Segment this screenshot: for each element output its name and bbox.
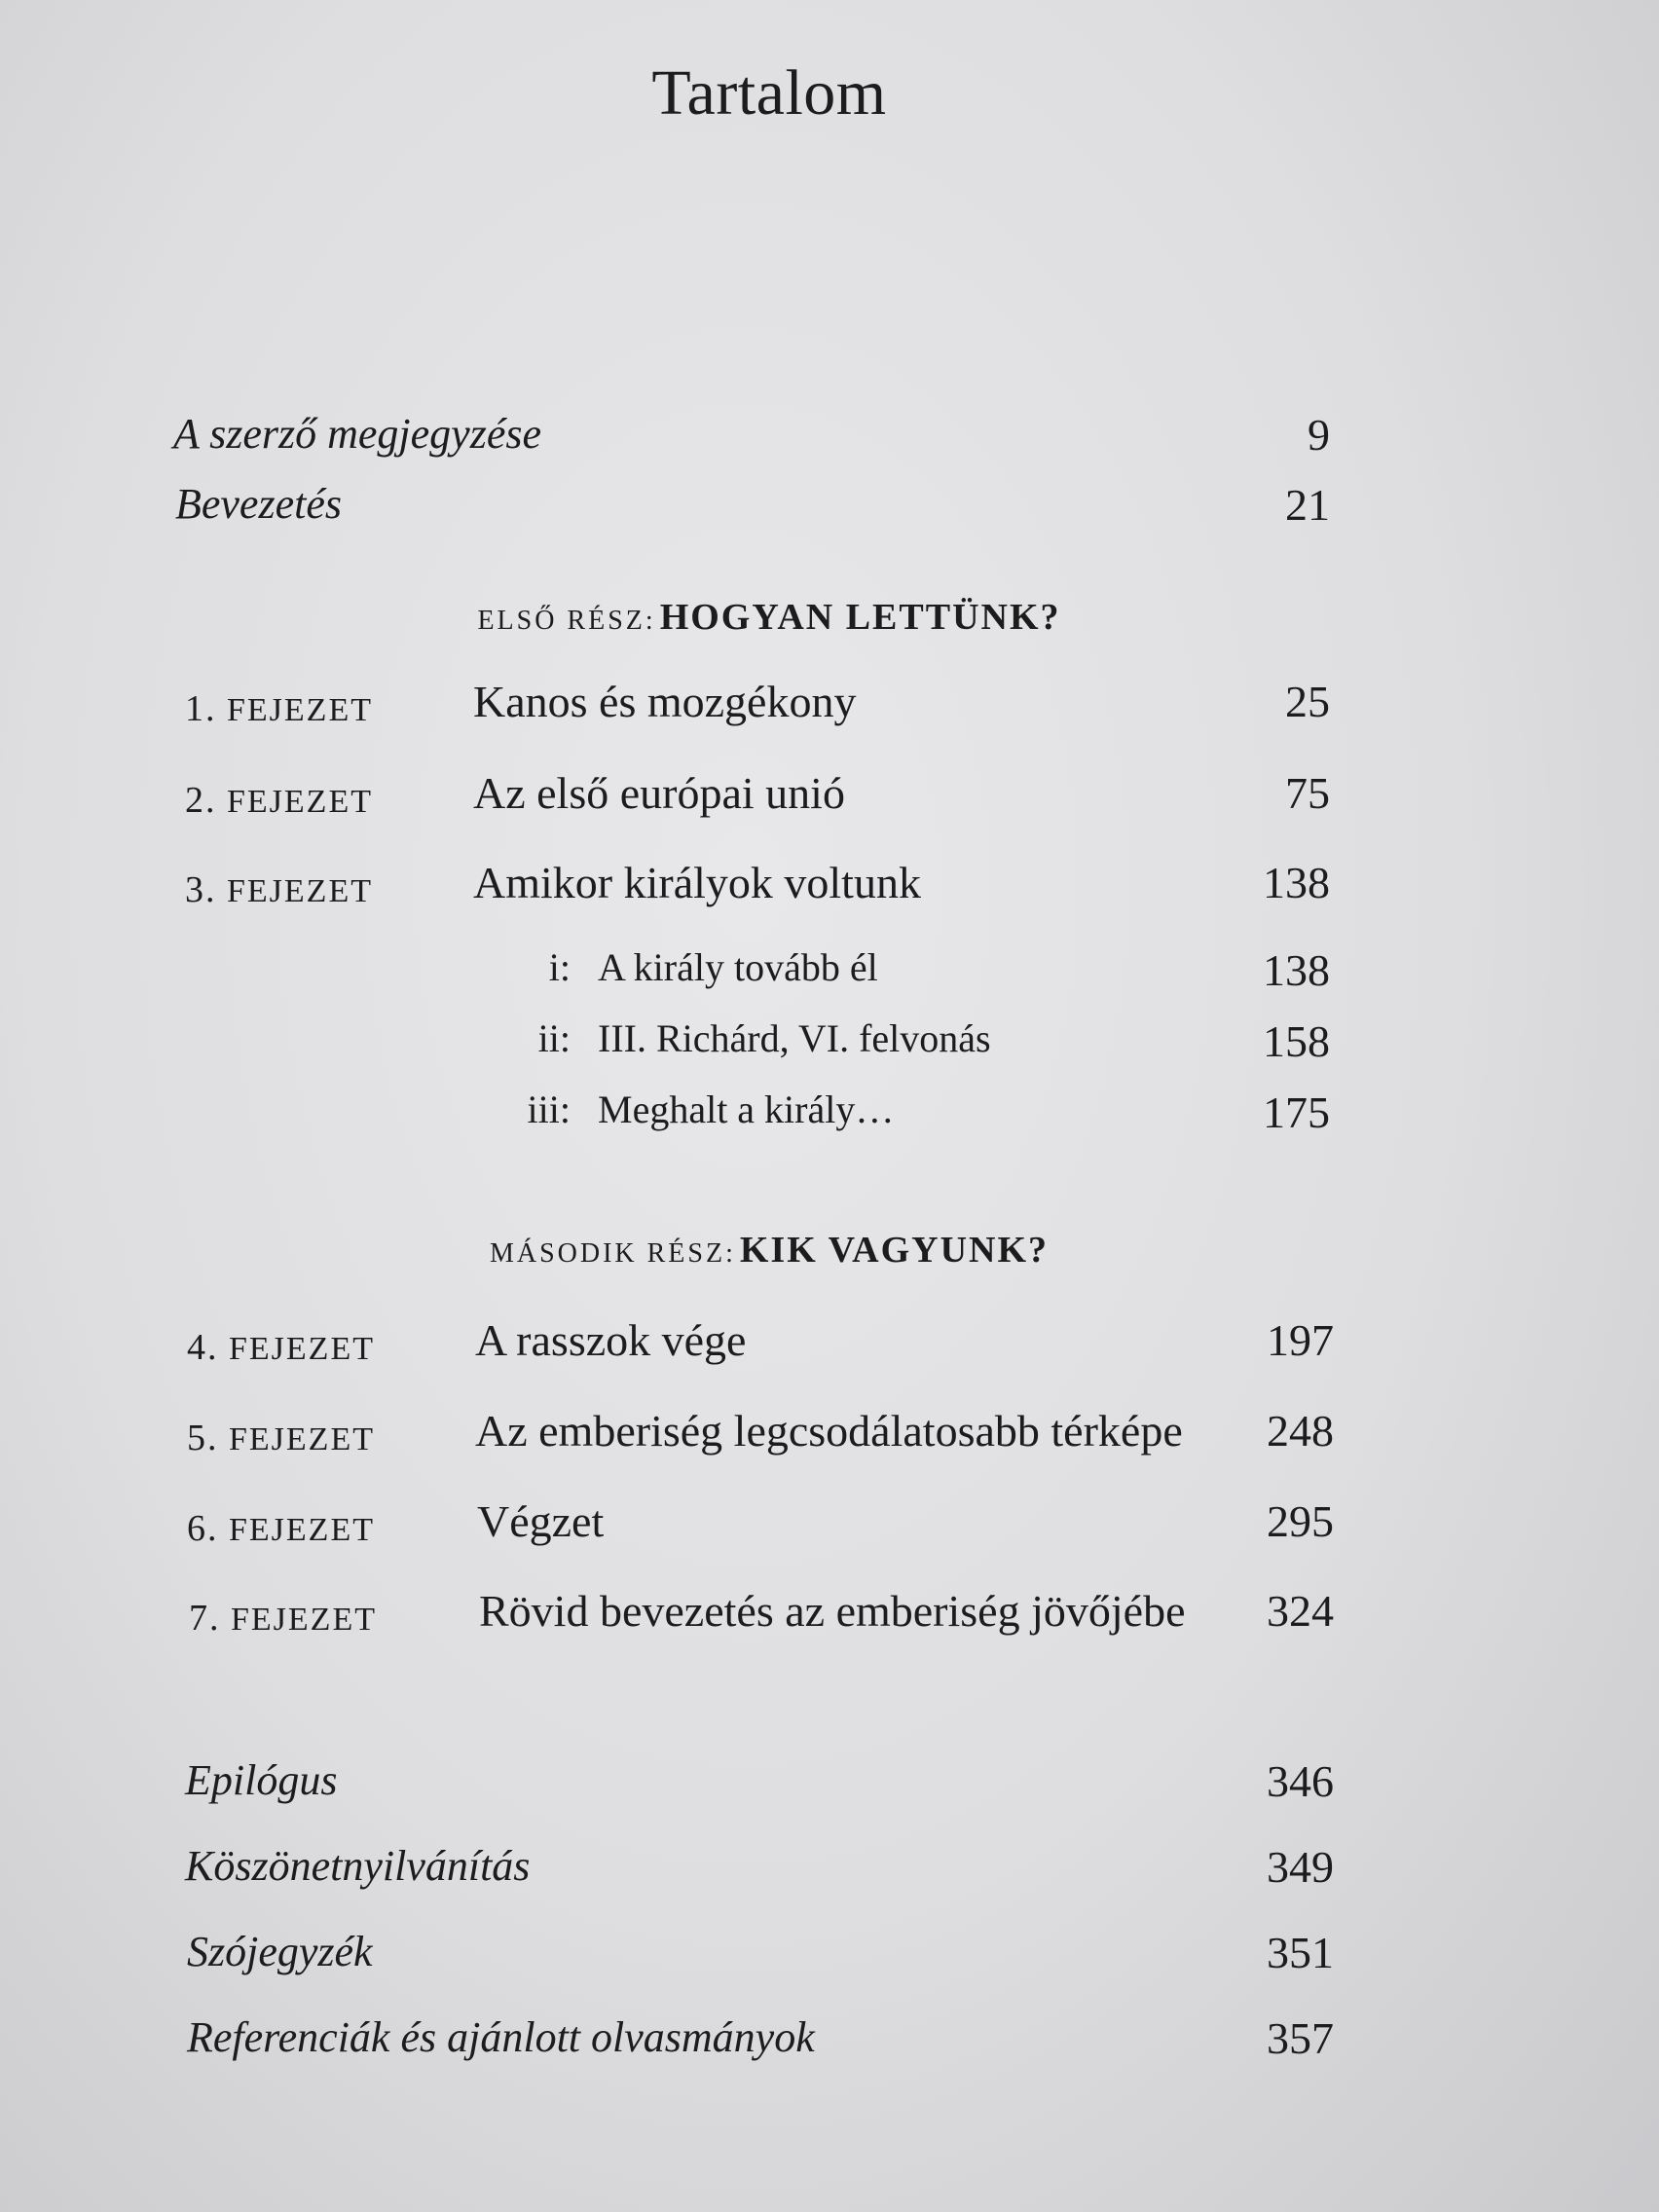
part-label: MÁSODIK RÉSZ: bbox=[489, 1238, 736, 1269]
chapter-title: Amikor királyok voltunk bbox=[473, 858, 921, 907]
chapter-label: 7. FEJEZET bbox=[189, 1598, 377, 1639]
chapter-title: Rövid bevezetés az emberiség jövőjébe bbox=[479, 1586, 1186, 1636]
subsection-entry bbox=[0, 1087, 1659, 1155]
chapter-entry bbox=[0, 676, 1659, 744]
subsection-entry bbox=[0, 944, 1659, 1013]
chapter-entry bbox=[0, 1314, 1659, 1382]
toc-entry bbox=[0, 2012, 1659, 2081]
part-title: HOGYAN LETTÜNK? bbox=[659, 597, 1061, 638]
subsection-title: A király tovább él bbox=[598, 945, 878, 989]
toc-entry bbox=[0, 479, 1659, 547]
subsection-number: i: bbox=[548, 945, 571, 989]
chapter-title: Az emberiség legcsodálatosabb térképe bbox=[475, 1406, 1183, 1456]
page-number: 349 bbox=[1267, 1842, 1334, 1892]
chapter-title: Végzet bbox=[477, 1496, 605, 1546]
toc-entry bbox=[0, 1927, 1659, 1995]
part-label: ELSŐ RÉSZ: bbox=[477, 606, 656, 636]
chapter-title: Kanos és mozgékony bbox=[473, 677, 857, 726]
chapter-label: 2. FEJEZET bbox=[185, 780, 373, 821]
chapter-label: 5. FEJEZET bbox=[187, 1418, 375, 1458]
entry-label: Köszönetnyilvánítás bbox=[185, 1842, 531, 1890]
subsection-title: III. Richárd, VI. felvonás bbox=[598, 1016, 991, 1060]
page-number: 357 bbox=[1267, 2013, 1334, 2063]
chapter-label: 4. FEJEZET bbox=[187, 1327, 375, 1368]
page-number: 21 bbox=[1285, 480, 1330, 530]
entry-label: A szerző megjegyzése bbox=[173, 410, 541, 458]
chapter-entry bbox=[0, 1585, 1659, 1653]
part-title: KIK VAGYUNK? bbox=[739, 1230, 1050, 1271]
page-number: 138 bbox=[1263, 945, 1330, 995]
subsection-number: ii: bbox=[537, 1016, 571, 1060]
chapter-label: 6. FEJEZET bbox=[187, 1508, 375, 1549]
entry-label: Epilógus bbox=[185, 1756, 338, 1804]
page-number: 75 bbox=[1285, 768, 1330, 818]
toc-entry bbox=[0, 1841, 1659, 1909]
page-number: 351 bbox=[1267, 1928, 1334, 1977]
subsection-number: iii: bbox=[527, 1088, 571, 1131]
subsection-title: Meghalt a király… bbox=[598, 1088, 895, 1131]
entry-label: Bevezetés bbox=[175, 480, 342, 528]
page-number: 25 bbox=[1285, 677, 1330, 726]
page-number: 324 bbox=[1267, 1586, 1334, 1636]
entry-label: Szójegyzék bbox=[187, 1928, 373, 1975]
page-number: 138 bbox=[1263, 858, 1330, 907]
toc-entry bbox=[0, 409, 1659, 477]
entry-label: Referenciák és ajánlott olvasmányok bbox=[187, 2013, 815, 2061]
chapter-title: A rasszok vége bbox=[475, 1315, 747, 1365]
page-number: 346 bbox=[1267, 1756, 1334, 1806]
page-title: Tartalom bbox=[651, 57, 887, 129]
chapter-entry bbox=[0, 1405, 1659, 1473]
chapter-entry bbox=[0, 767, 1659, 835]
page-number: 197 bbox=[1267, 1315, 1334, 1365]
chapter-entry bbox=[0, 1495, 1659, 1564]
chapter-entry bbox=[0, 857, 1659, 925]
subsection-entry bbox=[0, 1015, 1659, 1084]
page-number: 175 bbox=[1263, 1088, 1330, 1137]
page-number: 9 bbox=[1308, 410, 1330, 460]
toc-entry bbox=[0, 1755, 1659, 1824]
chapter-label: 1. FEJEZET bbox=[185, 688, 373, 729]
page-number: 248 bbox=[1267, 1406, 1334, 1456]
page-number: 158 bbox=[1263, 1016, 1330, 1066]
chapter-label: 3. FEJEZET bbox=[185, 869, 373, 910]
part-heading bbox=[0, 596, 1538, 639]
chapter-title: Az első európai unió bbox=[473, 768, 845, 818]
page-number: 295 bbox=[1267, 1496, 1334, 1546]
part-heading bbox=[0, 1229, 1538, 1272]
